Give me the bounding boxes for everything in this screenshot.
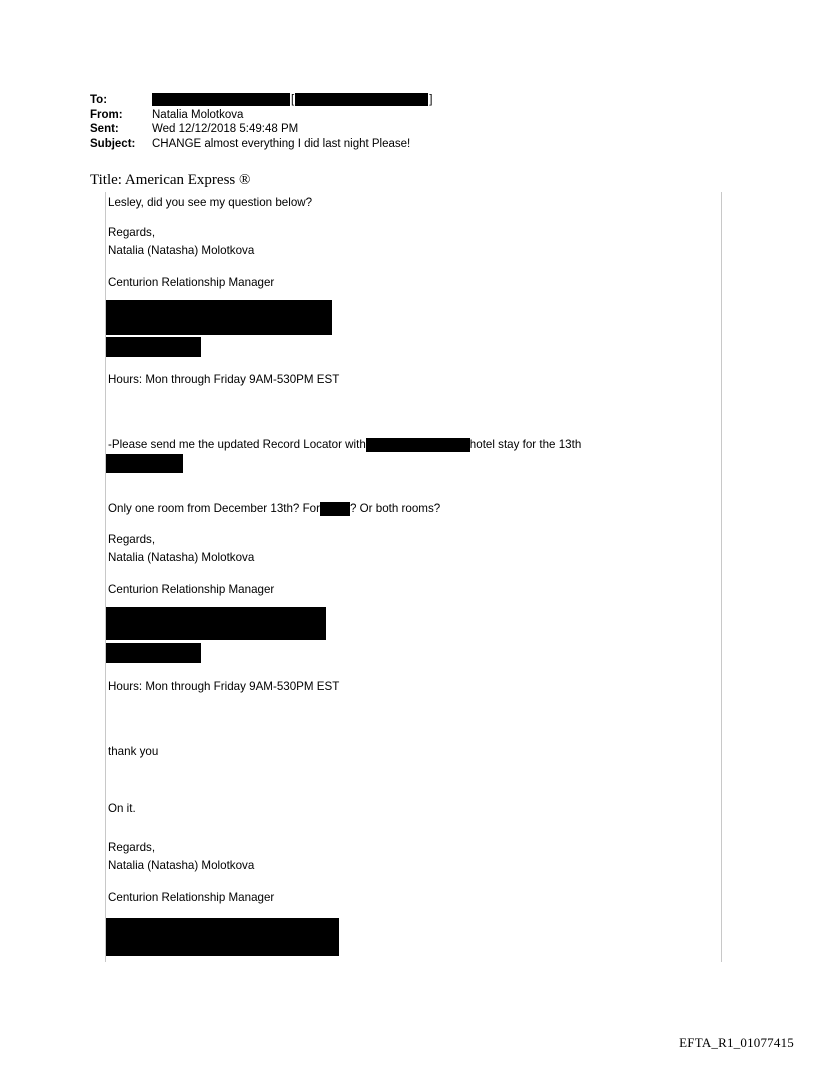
hotel-name-redaction	[366, 438, 470, 452]
to-redaction-1	[152, 93, 290, 106]
message-body-content	[106, 192, 721, 960]
header-value-subject: CHANGE almost everything I did last night Please!	[152, 137, 411, 150]
contact-block-redaction-1a	[106, 300, 332, 335]
contact-block-redaction-2b	[106, 643, 201, 663]
signature-name-1: Natalia (Natasha) Molotkova	[108, 244, 255, 257]
thank-you-line: thank you	[108, 745, 159, 758]
header-label-to: To:	[90, 94, 108, 106]
header-row-from	[90, 108, 730, 123]
document-title: Title: American Express ®	[90, 172, 251, 188]
header-value-from: Natalia Molotkova	[152, 108, 244, 121]
room-question	[108, 501, 440, 516]
header-label-subject: Subject:	[90, 137, 136, 150]
on-it-line: On it.	[108, 802, 136, 815]
regards-2: Regards,	[108, 533, 156, 546]
question-line: Lesley, did you see my question below?	[108, 196, 313, 209]
to-redaction-2	[295, 93, 428, 106]
contact-block-redaction-1b	[106, 337, 201, 357]
to-bracket-close: ]	[429, 93, 433, 106]
room-question-text-1: Only one room from December 13th? For	[108, 502, 320, 515]
to-bracket-open: [	[291, 93, 295, 106]
room-question-text-2: ? Or both rooms?	[350, 502, 441, 515]
hotel-name-redaction-second-line	[106, 454, 183, 473]
hours-line-1: Hours: Mon through Friday 9AM-530PM EST	[108, 373, 340, 386]
header-label-from: From:	[90, 108, 123, 121]
header-row-sent	[90, 122, 730, 137]
job-title-2: Centurion Relationship Manager	[108, 583, 275, 596]
header-label-sent: Sent:	[90, 123, 119, 135]
message-body-box	[105, 192, 722, 962]
regards-3: Regards,	[108, 841, 156, 854]
record-locator-request	[108, 437, 581, 452]
signature-name-2: Natalia (Natasha) Molotkova	[108, 551, 255, 564]
record-locator-request-text-2: hotel stay for the 13th	[469, 438, 582, 451]
header-row-to	[90, 93, 730, 108]
regards-1: Regards,	[108, 226, 156, 239]
contact-block-redaction-3a	[106, 918, 339, 956]
hours-line-2: Hours: Mon through Friday 9AM-530PM EST	[108, 680, 340, 693]
header-row-subject	[90, 137, 730, 152]
room-question-redaction	[320, 502, 350, 516]
header-value-sent: Wed 12/12/2018 5:49:48 PM	[152, 123, 299, 135]
header-value-to	[152, 93, 730, 106]
email-header	[90, 93, 730, 151]
signature-name-3: Natalia (Natasha) Molotkova	[108, 859, 255, 872]
record-locator-request-text-1: -Please send me the updated Record Locator with	[108, 438, 366, 451]
job-title-1: Centurion Relationship Manager	[108, 276, 275, 289]
bates-stamp: EFTA_R1_01077415	[679, 1035, 794, 1050]
job-title-3: Centurion Relationship Manager	[108, 891, 275, 904]
contact-block-redaction-2a	[106, 607, 326, 640]
